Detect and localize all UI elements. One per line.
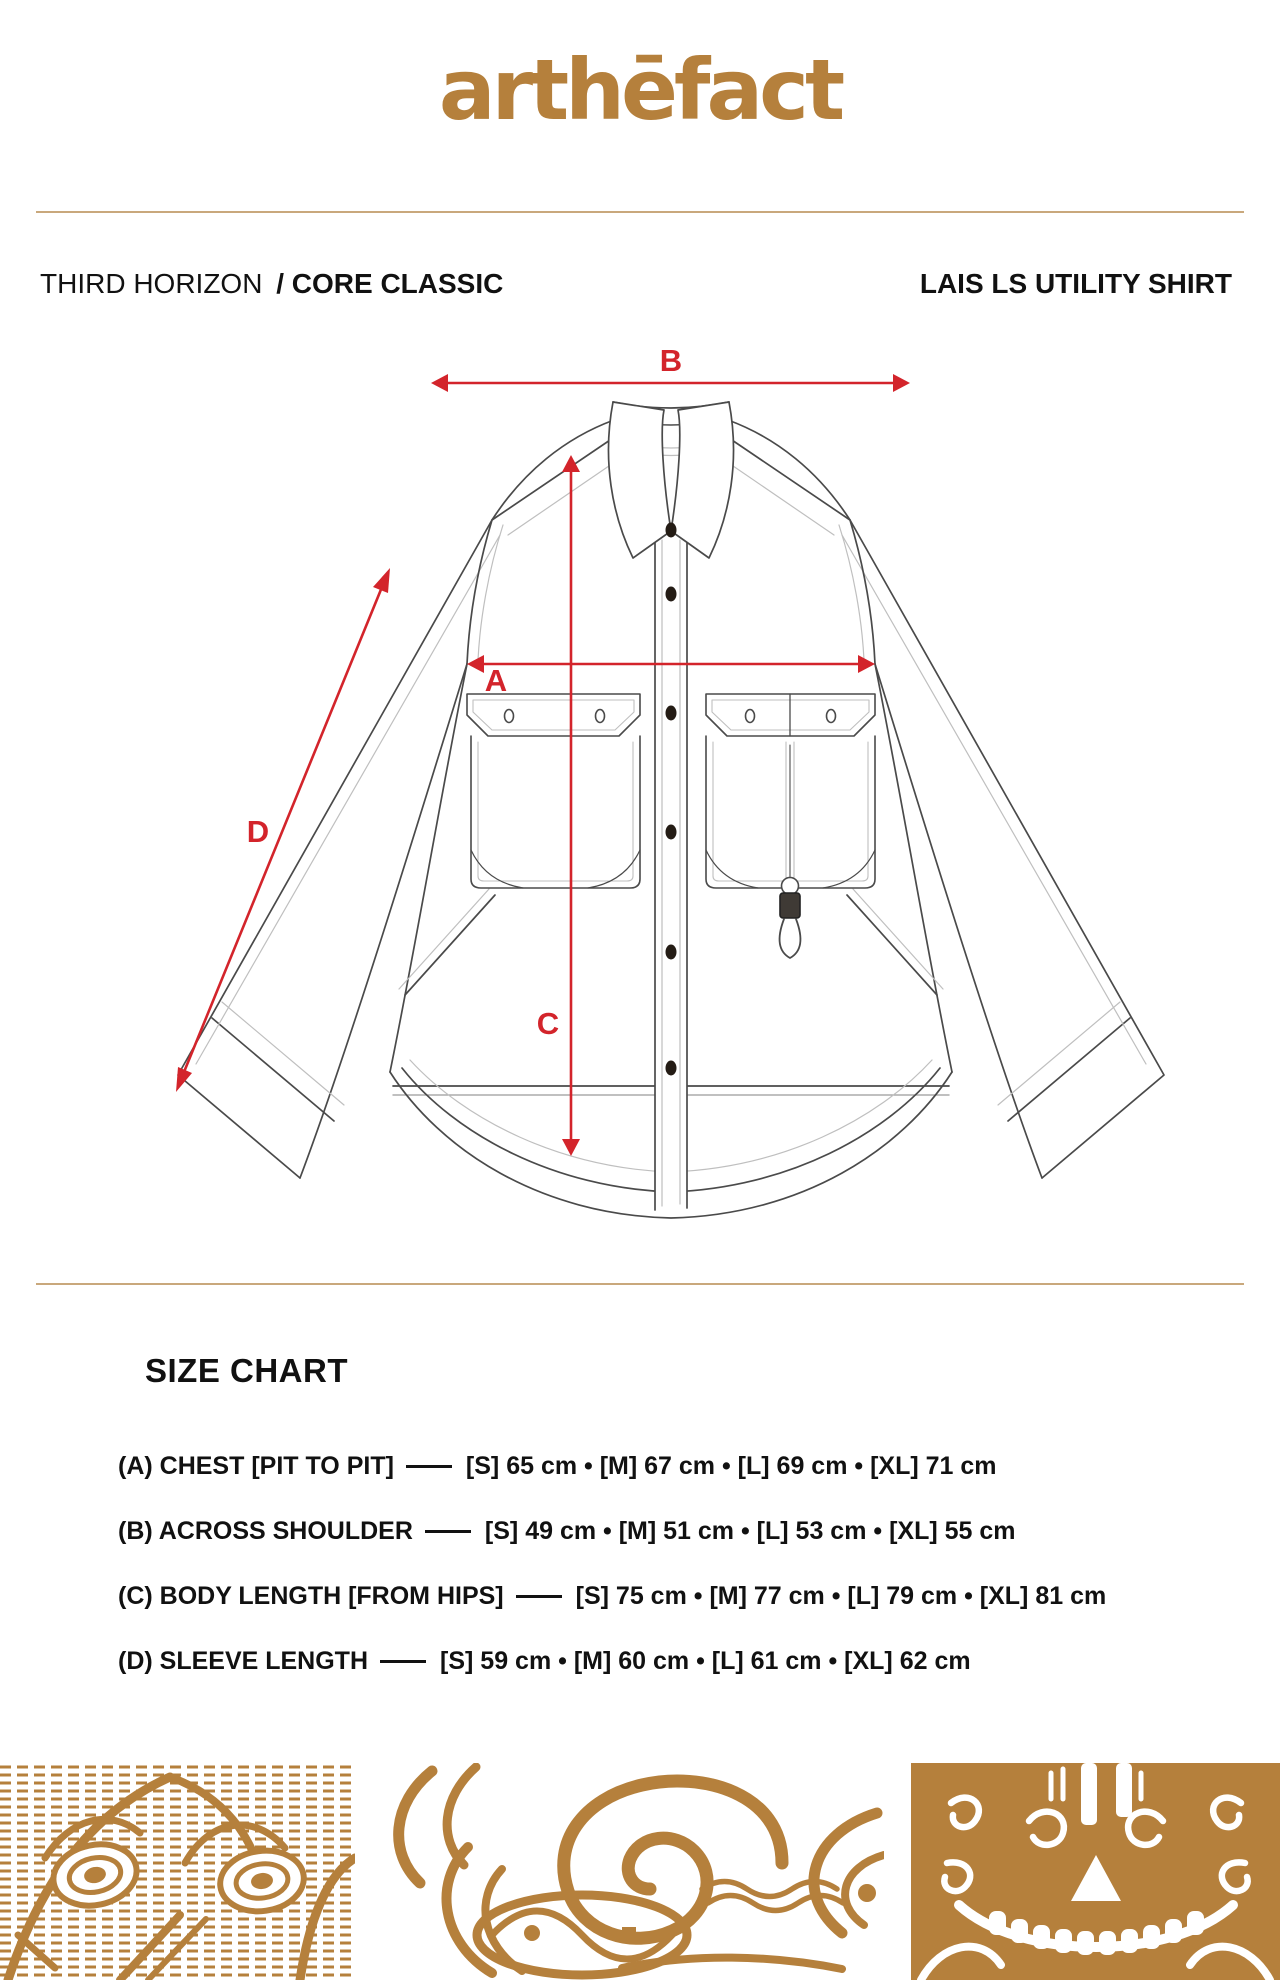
button-placket (655, 531, 687, 1213)
size-chart-heading: SIZE CHART (145, 1352, 348, 1389)
zipper-pull (780, 893, 800, 918)
chest-pocket-left (467, 694, 640, 888)
dash-line (380, 1660, 426, 1664)
size-row-label: (A) CHEST [PIT TO PIT] (118, 1452, 394, 1480)
size-chart (118, 1454, 1106, 1674)
dash-line (425, 1530, 471, 1534)
spiral-current-woodcut-icon (372, 1763, 884, 1980)
dash-line (516, 1595, 562, 1599)
divider-top (36, 211, 1244, 213)
tribal-face-woodcut-icon (0, 1763, 355, 1980)
size-row-label: (C) BODY LENGTH [FROM HIPS] (118, 1582, 504, 1610)
divider-bottom (36, 1283, 1244, 1285)
product-title: LAIS LS UTILITY SHIRT (919, 268, 1232, 299)
label-C: C (536, 1006, 560, 1041)
collection-title (40, 267, 503, 301)
brand-logo: arthēfact (438, 41, 842, 139)
measure-B (431, 343, 910, 392)
size-row-label: (B) ACROSS SHOULDER (118, 1517, 413, 1545)
size-row-chest (118, 1454, 1106, 1479)
size-row-values: [S] 75 cm • [M] 77 cm • [L] 79 cm • [XL] 81 cm (575, 1582, 1107, 1610)
label-D: D (246, 814, 270, 849)
pattern-band (0, 1763, 1280, 1980)
label-A: A (484, 663, 508, 698)
grommet (782, 878, 799, 895)
label-B: B (659, 343, 683, 378)
size-row-values: [S] 65 cm • [M] 67 cm • [L] 69 cm • [XL] 71 cm (465, 1452, 997, 1480)
size-row-label: (D) SLEEVE LENGTH (118, 1647, 369, 1675)
size-row-body-length (118, 1584, 1106, 1609)
dash-line (406, 1465, 452, 1469)
chest-pocket-right (706, 694, 875, 958)
line-name: / CORE CLASSIC (276, 268, 504, 299)
size-row-sleeve-length (118, 1649, 1106, 1674)
size-row-shoulder (118, 1519, 1106, 1544)
pull-loop (779, 919, 800, 958)
size-row-values: [S] 49 cm • [M] 51 cm • [L] 53 cm • [XL] 55 cm (484, 1517, 1016, 1545)
shirt-technical-diagram (0, 330, 1280, 1280)
tiki-mask-woodcut-icon (911, 1763, 1280, 1980)
size-row-values: [S] 59 cm • [M] 60 cm • [L] 61 cm • [XL] 62 cm (440, 1647, 971, 1675)
collection-name: THIRD HORIZON (40, 268, 263, 299)
